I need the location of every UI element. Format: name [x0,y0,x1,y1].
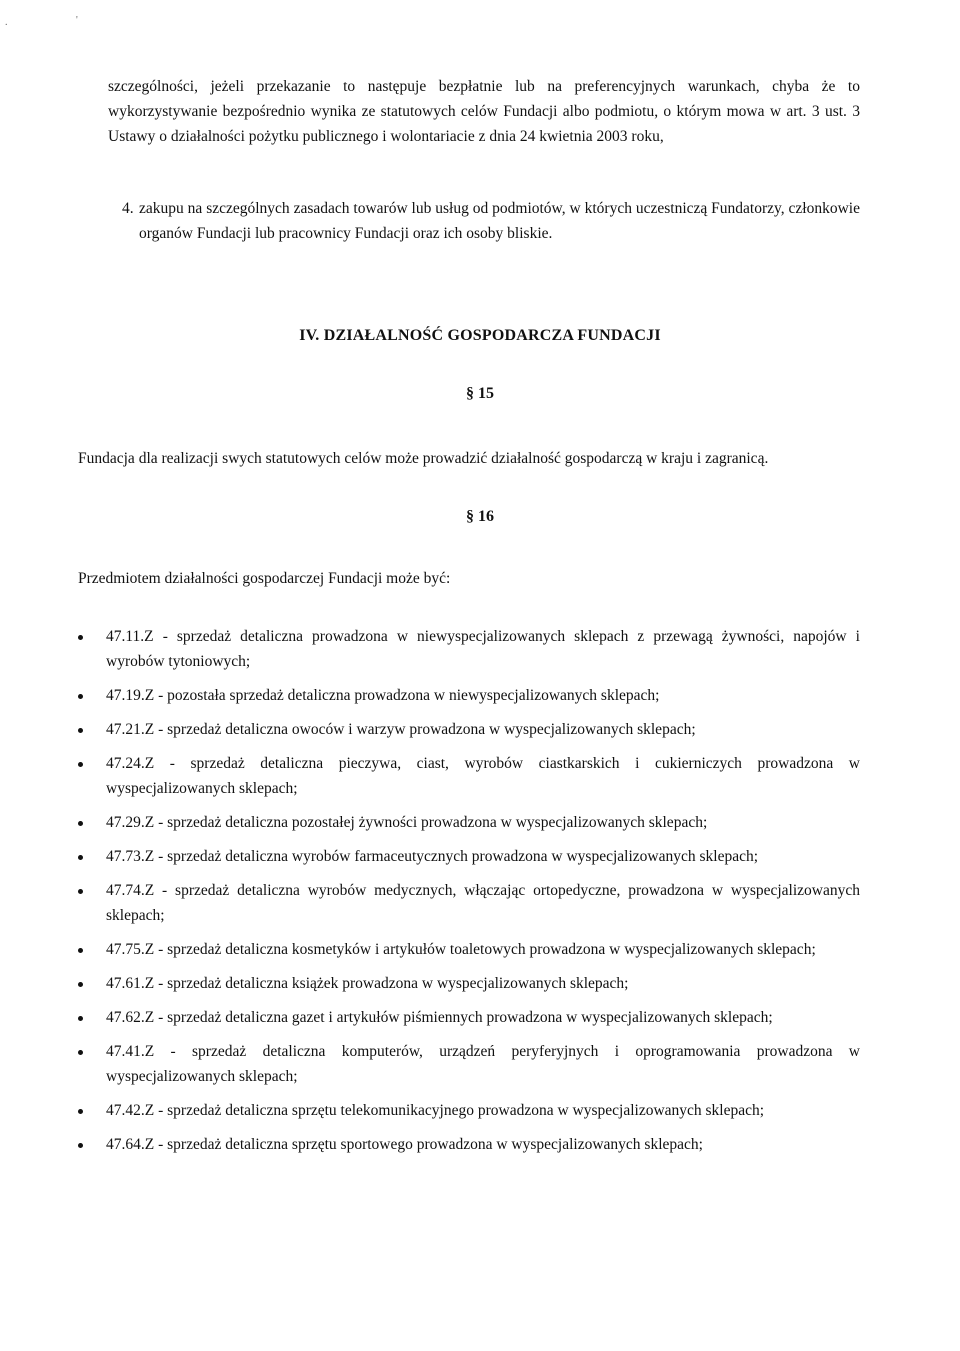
activity-text: 47.24.Z - sprzedaż detaliczna pieczywa, ciast, wyrobów ciastkarskich i cukierniczych prowadzona w wyspecjalizowanych sklepach; [106,755,860,797]
list-item [78,717,860,742]
bullet-icon [78,762,83,767]
list-item [78,1098,860,1123]
bullet-icon [78,1016,83,1021]
bullet-icon [78,889,83,894]
bullet-icon [78,635,83,640]
paragraph-16-intro: Przedmiotem działalności gospodarczej Fundacji może być: [78,570,451,587]
bullet-icon [78,694,83,699]
bullet-icon [78,821,83,826]
activity-text: 47.74.Z - sprzedaż detaliczna wyrobów medycznych, włączając ortopedyczne, prowadzona w wyspecjalizowanych sklepach; [106,882,860,924]
list-item [78,937,860,962]
activity-text: 47.11.Z - sprzedaż detaliczna prowadzona w niewyspecjalizowanych sklepach z przewagą żywności, napojów i wyrobów tytoniowych; [106,628,860,670]
list-item [78,971,860,996]
activity-text: 47.41.Z - sprzedaż detaliczna komputerów, urządzeń peryferyjnych i oprogramowania prowadzona w wyspecjalizowanych sklepach; [106,1043,860,1085]
activity-text: 47.73.Z - sprzedaż detaliczna wyrobów farmaceutycznych prowadzona w wyspecjalizowanych sklepach; [106,848,759,865]
bullet-icon [78,948,83,953]
scan-speck: ' [76,15,78,26]
list-item [78,751,860,801]
bullet-icon [78,728,83,733]
bullet-icon [78,1050,83,1055]
paragraph-16-label: § 16 [466,508,494,525]
continuation-text: szczególności, jeżeli przekazanie to następuje bezpłatnie lub na preferencyjnych warunkach, chyba że to wykorzystywanie bezpośrednio wynika ze statutowych celów Fundacji albo podmiotu, o którym mowa w art. 3 ust. 3 Ustawy o działalności pożytku publicznego i wolontariacie z dnia 24 kwietnia 2003 roku, [108,78,860,145]
bullet-icon [78,855,83,860]
scan-speck: . [5,17,8,28]
item-4-text: zakupu na szczególnych zasadach towarów lub usług od podmiotów, w których uczestniczą Fundatorzy, członkowie organów Fundacji lub pracownicy Fundacji oraz ich osoby bliskie. [139,200,860,242]
bullet-icon [78,1109,83,1114]
activity-text: 47.61.Z - sprzedaż detaliczna książek prowadzona w wyspecjalizowanych sklepach; [106,975,629,992]
list-item [78,1132,860,1157]
paragraph-15-text: Fundacja dla realizacji swych statutowych celów może prowadzić działalność gospodarczą w kraju i zagranicą. [78,450,769,467]
paragraph-15-label: § 15 [466,385,494,402]
activity-text: 47.29.Z - sprzedaż detaliczna pozostałej żywności prowadzona w wyspecjalizowanych sklepach; [106,814,708,831]
activity-text: 47.64.Z - sprzedaż detaliczna sprzętu sportowego prowadzona w wyspecjalizowanych sklepach; [106,1136,703,1153]
continuation-paragraph [108,74,860,149]
activity-list [78,624,860,1157]
list-item [78,1005,860,1030]
list-item [78,683,860,708]
item-4-paragraph [139,196,860,246]
activity-text: 47.62.Z - sprzedaż detaliczna gazet i artykułów piśmiennych prowadzona w wyspecjalizowanych sklepach; [106,1009,773,1026]
list-item [78,878,860,928]
bullet-icon [78,982,83,987]
list-item [78,810,860,835]
item-4-number: 4. [122,200,134,217]
activity-text: 47.42.Z - sprzedaż detaliczna sprzętu telekomunikacyjnego prowadzona w wyspecjalizowanych sklepach; [106,1102,765,1119]
activity-text: 47.21.Z - sprzedaż detaliczna owoców i warzyw prowadzona w wyspecjalizowanych sklepach; [106,721,696,738]
list-item [78,844,860,869]
activity-text: 47.75.Z - sprzedaż detaliczna kosmetyków i artykułów toaletowych prowadzona w wyspecjalizowanych sklepach; [106,941,816,958]
list-item [78,624,860,674]
list-item [78,1039,860,1089]
section-heading: IV. DZIAŁALNOŚĆ GOSPODARCZA FUNDACJI [299,327,661,344]
bullet-icon [78,1143,83,1148]
activity-text: 47.19.Z - pozostała sprzedaż detaliczna prowadzona w niewyspecjalizowanych sklepach; [106,687,660,704]
